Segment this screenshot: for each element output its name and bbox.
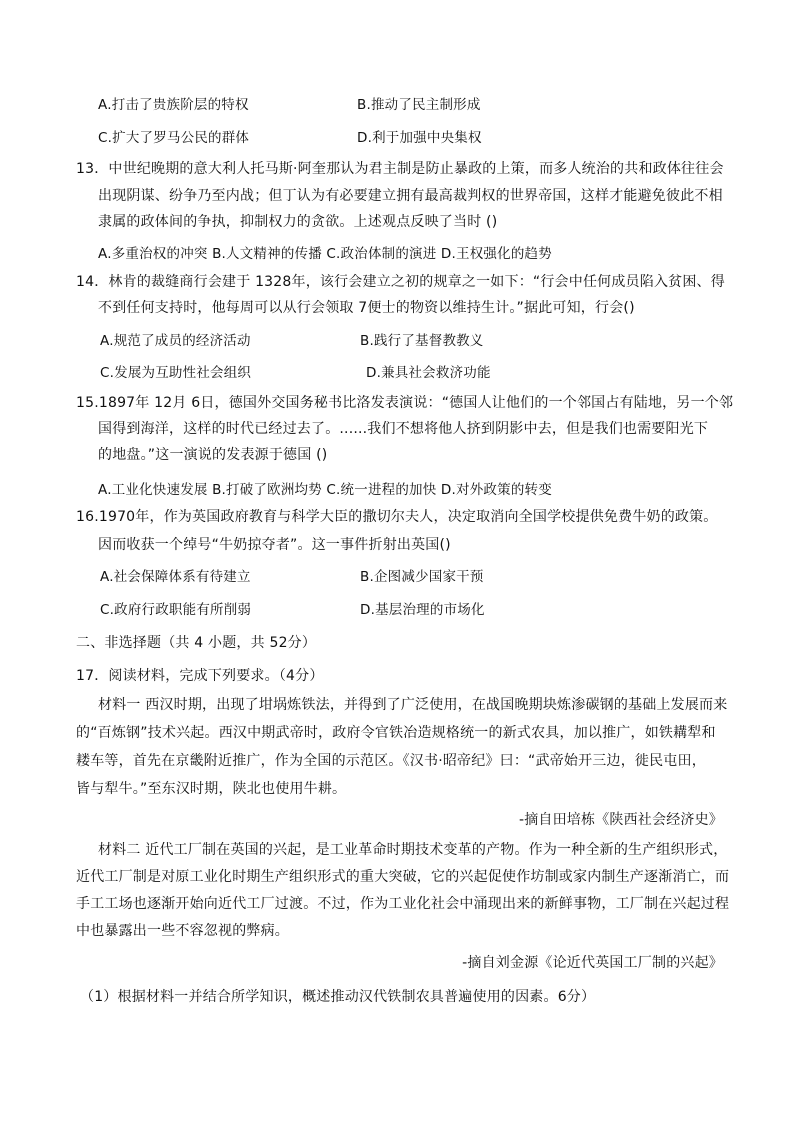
q14-stem-line-2: 不到任何支持时，他每周可以从行会领取 7便士的物资以维持生计。”据此可知，行会(): [98, 300, 635, 316]
q16-option-d: D.基层治理的市场化: [360, 602, 485, 618]
q17-material2-line-2: 近代工厂制是对原工业化时期生产组织形式的重大突破，它的兴起促使作坊制或家内制生产逐渐消亡，而: [76, 869, 730, 885]
q12-option-c: C.扩大了罗马公民的群体: [98, 130, 250, 146]
q14-option-a: A.规范了成员的经济活动: [100, 333, 251, 349]
q14-stem-line-1: 14．林肯的裁缝商行会建于 1328年，该行会建立之初的规章之一如下：“行会中任何成员陷入贫困、得: [76, 274, 725, 290]
q15-stem-line-3: 的地盘。”这一演说的发表源于德国 (): [98, 447, 328, 463]
q12-option-d: D.利于加强中央集权: [357, 130, 482, 146]
q17-material2-line-3: 手工工场也逐渐开始向近代工厂过渡。不过，作为工业化社会中涌现出来的新鲜事物，工厂制在兴起过程: [76, 896, 730, 912]
q13-stem-line-1: 13．中世纪晚期的意大利人托马斯·阿奎那认为君主制是防止暴政的上策，而多人统治的共和政体往往会: [76, 161, 724, 177]
section-2-heading: 二、非选择题（共 4 小题，共 52分）: [76, 635, 317, 651]
q16-stem-line-2: 因而收获一个绰号“牛奶掠夺者”。这一事件折射出英国(): [98, 537, 451, 553]
q17-material1-line-3: 耧车等，首先在京畿附近推广，作为全国的示范区。《汉书·昭帝纪》曰：“武帝始开三边，徙民屯田，: [76, 753, 706, 769]
q17-material1-line-4: 皆与犁牛。”至东汉时期，陕北也使用牛耕。: [76, 781, 347, 797]
q12-option-a: A.打击了贵族阶层的特权: [98, 97, 249, 113]
q15-options: A.工业化快速发展 B.打破了欧洲均势 C.统一进程的加快 D.对外政策的转变: [98, 482, 552, 498]
q17-material1-line-1: 材料一 西汉时期，出现了坩埚炼铁法，并得到了广泛使用，在战国晚期块炼渗碳钢的基础上发展而来: [98, 697, 728, 713]
q17-material1-source: -摘自田培栋《陕西社会经济史》: [518, 812, 723, 828]
q17-material1-line-2: 的“百炼钢”技术兴起。西汉中期武帝时，政府令官铁冶造规格统一的新式农具，加以推广，如铁耩犁和: [76, 725, 716, 741]
q14-option-d: D.兼具社会救济功能: [366, 365, 491, 381]
q16-option-b: B.企图减少国家干预: [360, 569, 484, 585]
q16-option-a: A.社会保障体系有待建立: [100, 569, 251, 585]
q17-intro: 17．阅读材料，完成下列要求。（4分）: [76, 668, 324, 684]
q13-stem-line-3: 隶属的政体间的争执，抑制权力的贪欲。上述观点反映了当时 (): [98, 214, 498, 230]
q15-stem-line-2: 国得到海洋，这样的时代已经过去了。......我们不想将他人挤到阴影中去，但是我们也需要阳光下: [98, 421, 709, 437]
q13-options: A.多重治权的冲突 B.人文精神的传播 C.政治体制的演进 D.王权强化的趋势: [98, 246, 552, 262]
q14-option-c: C.发展为互助性社会组织: [100, 365, 252, 381]
q15-stem-line-1: 15.1897年 12月 6日，德国外交国务秘书比洛发表演说：“德国人让他们的一个邻国占有陆地，另一个邻: [76, 395, 734, 411]
q17-sub-question-1: （1）根据材料一并结合所学知识，概述推动汉代铁制农具普遍使用的因素。6分）: [80, 989, 596, 1005]
q16-option-c: C.政府行政职能有所削弱: [100, 602, 252, 618]
q16-stem-line-1: 16.1970年，作为英国政府教育与科学大臣的撒切尔夫人，决定取消向全国学校提供免费牛奶的政策。: [76, 509, 718, 525]
q12-option-b: B.推动了民主制形成: [357, 97, 481, 113]
q14-option-b: B.践行了基督教教义: [360, 333, 484, 349]
q17-material2-line-4: 中也暴露出一些不容忽视的弊病。: [76, 923, 289, 939]
q17-material2-source: -摘自刘金源《论近代英国工厂制的兴起》: [462, 955, 723, 971]
q17-material2-line-1: 材料二 近代工厂制在英国的兴起，是工业革命时期技术变革的产物。作为一种全新的生产组织形式，: [98, 842, 728, 858]
q13-stem-line-2: 出现阴谋、纷争乃至内战；但丁认为有必要建立拥有最高裁判权的世界帝国，这样才能避免彼此不相: [98, 188, 723, 204]
